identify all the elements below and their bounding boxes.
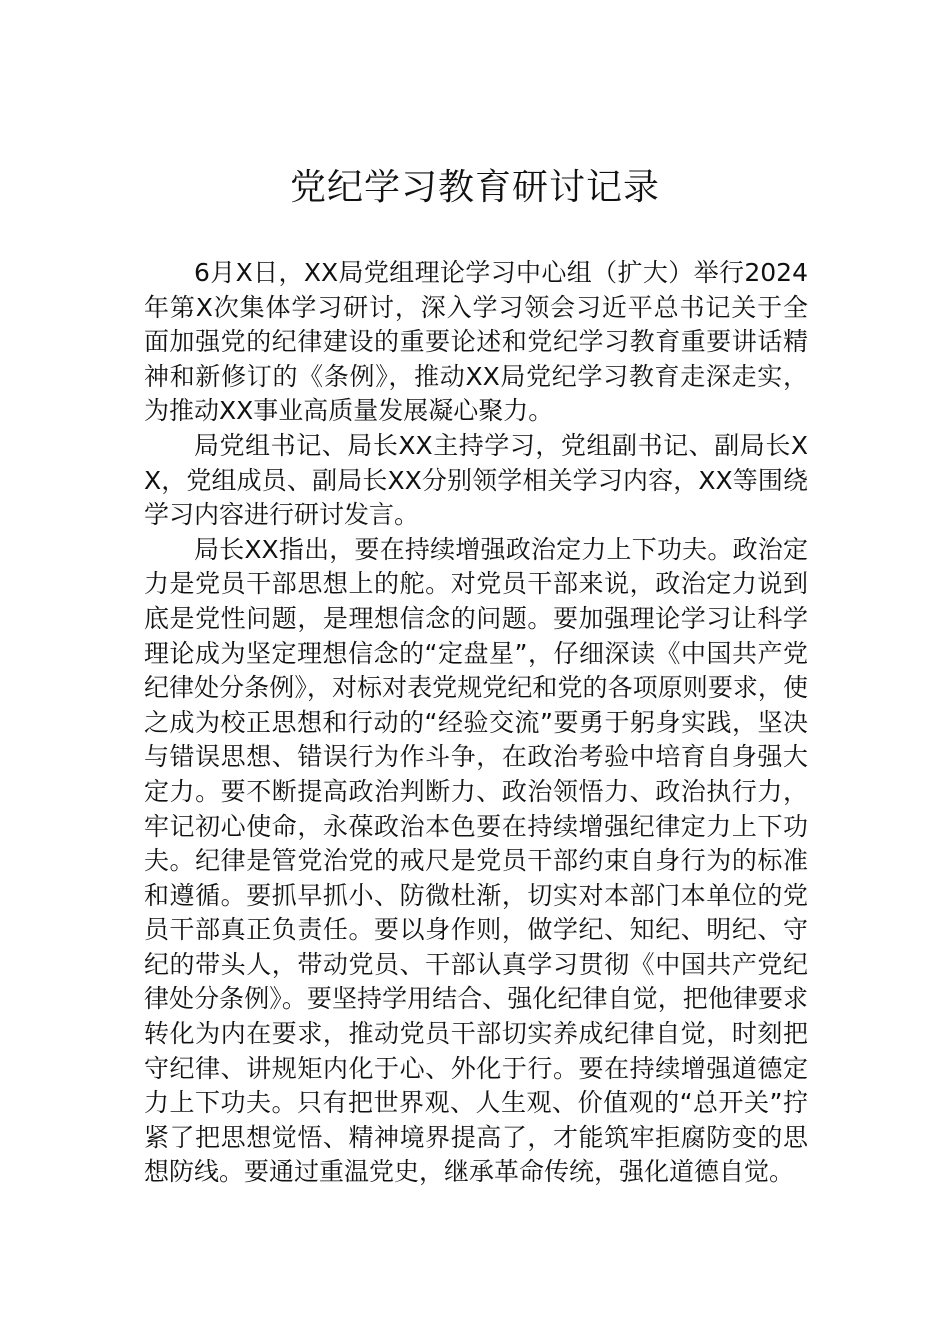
document-title: 党纪学习教育研讨记录 bbox=[289, 167, 660, 208]
paragraph-director-remarks: 局长XX指出，要在持续增强政治定力上下功夫。政治定力是党员干部思想上的舵。对党员干部来说，政治定力说到底是党性问题，是理想信念的问题。要加强理论学习让科学理论成为坚定理想信念的“定盘星”，仔细深读《中国共产党纪律处分条例》，对标对表党规党纪和党的各项原则要求，使之成为校正思想和行动的“经验交流”要勇于躬身实践，坚决与错误思想、错误行为作斗争，在政治考验中培育自身强大定力。要不断提高政治判断力、政治领悟力、政治执行力，牢记初心使命，永葆政治本色要在持续增强纪律定力上下功夫。纪律是管党治党的戒尺是党员干部约束自身行为的标准和遵循。要抓早抓小、防微杜渐，切实对本部门本单位的党员干部真正负责任。要以身作则，做学纪、知纪、明纪、守纪的带头人，带动党员、干部认真学习贯彻《中国共产党纪律处分条例》。要坚持学用结合、强化纪律自觉，把他律要求转化为内在要求，推动党员干部切实养成纪律自觉，时刻把守纪律、讲规矩内化于心、外化于行。要在持续增强道德定力上下功夫。只有把世界观、人生观、价值观的“总开关”拧紧了把思想觉悟、精神境界提高了，才能筑牢拒腐防变的思想防线。要通过重温党史，继承革命传统，强化道德自觉。 bbox=[144, 534, 808, 1187]
paragraph-meeting-intro: 6月X日，XX局党组理论学习中心组（扩大）举行2024年第X次集体学习研讨，深入学习领会习近平总书记关于全面加强党的纪律建设的重要论述和党纪学习教育重要讲话精神和新修订的《条例》，推动XX局党纪学习教育走深走实，为推动XX事业高质量发展凝心聚力。 bbox=[144, 258, 808, 426]
paragraph-attendees: 局党组书记、局长XX主持学习，党组副书记、副局长XX，党组成员、副局长XX分别领学相关学习内容，XX等围绕学习内容进行研讨发言。 bbox=[144, 430, 808, 530]
document-body bbox=[144, 256, 808, 1190]
